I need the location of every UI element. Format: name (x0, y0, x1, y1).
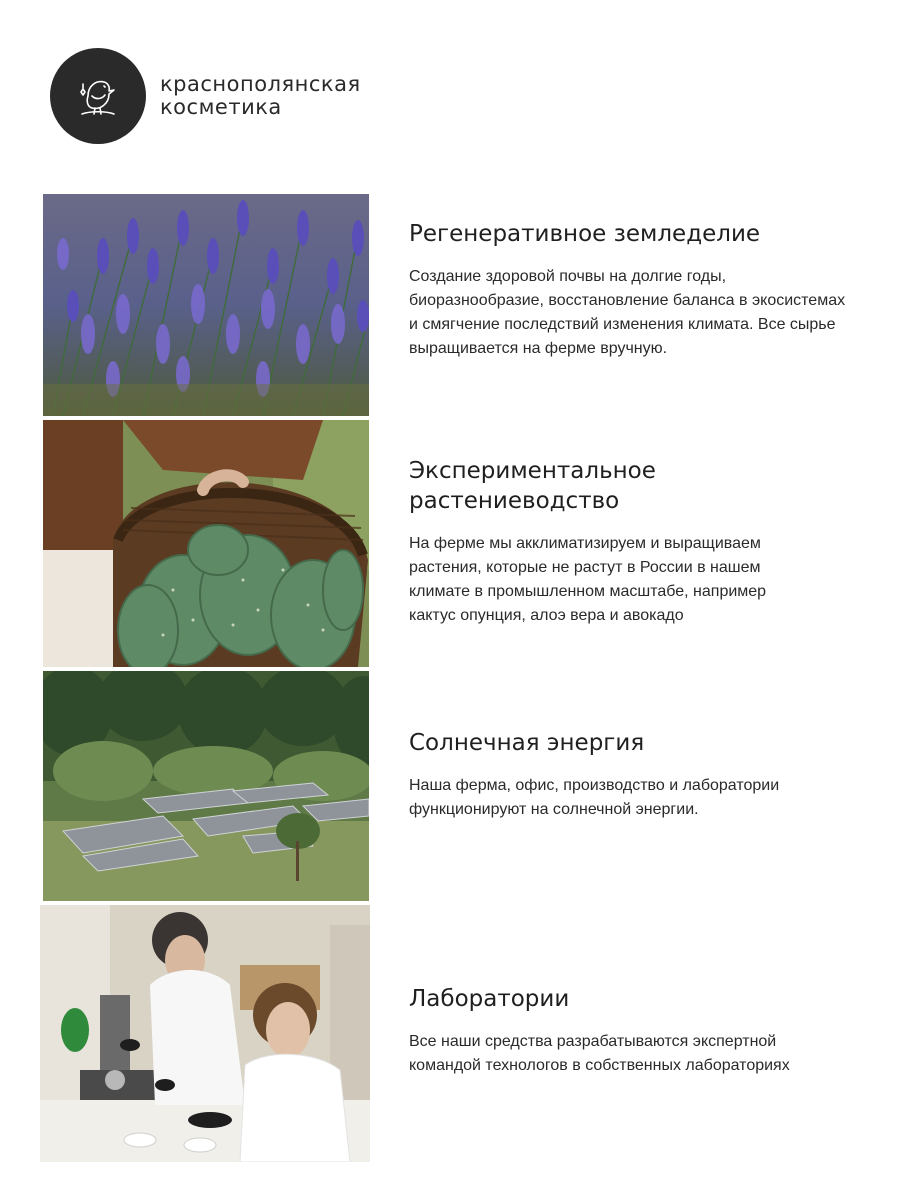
section-solar-energy (409, 728, 859, 822)
brand-logo (50, 48, 361, 144)
logo-badge (50, 48, 146, 144)
section-title: Экспериментальное растениеводство (409, 458, 656, 514)
section-laboratories (409, 984, 859, 1078)
section-title: Регенеративное земледелие (409, 221, 761, 247)
section-text: Наша ферма, офис, производство и лаборатории функционируют на солнечной энергии. (409, 777, 780, 818)
brand-name (160, 73, 361, 119)
section-title: Солнечная энергия (409, 730, 645, 756)
section-text: Все наши средства разрабатываются экспертной командой технологов в собственных лабораториях (409, 1033, 790, 1074)
brand-line-2: косметика (160, 95, 282, 119)
section-experimental-cultivation (409, 456, 859, 628)
laboratory-photo (40, 905, 370, 1162)
cactus-basket-photo (43, 420, 369, 667)
lavender-field-photo (43, 194, 369, 416)
section-title: Лаборатории (409, 986, 570, 1012)
section-text: На ферме мы акклиматизируем и выращиваем растения, которые не растут в России в нашем климате в промышленном масштабе, например кактус опунция, алоэ вера и авокадо (409, 535, 767, 624)
bird-icon (68, 66, 128, 126)
solar-panels-photo (43, 671, 369, 901)
section-regenerative-farming (409, 219, 859, 361)
brand-line-1: краснополянская (160, 72, 361, 96)
section-text: Создание здоровой почвы на долгие годы, биоразнообразие, восстановление баланса в экосистемах и смягчение последствий изменения климата. Все сырье выращивается на ферме вручную. (409, 268, 846, 357)
